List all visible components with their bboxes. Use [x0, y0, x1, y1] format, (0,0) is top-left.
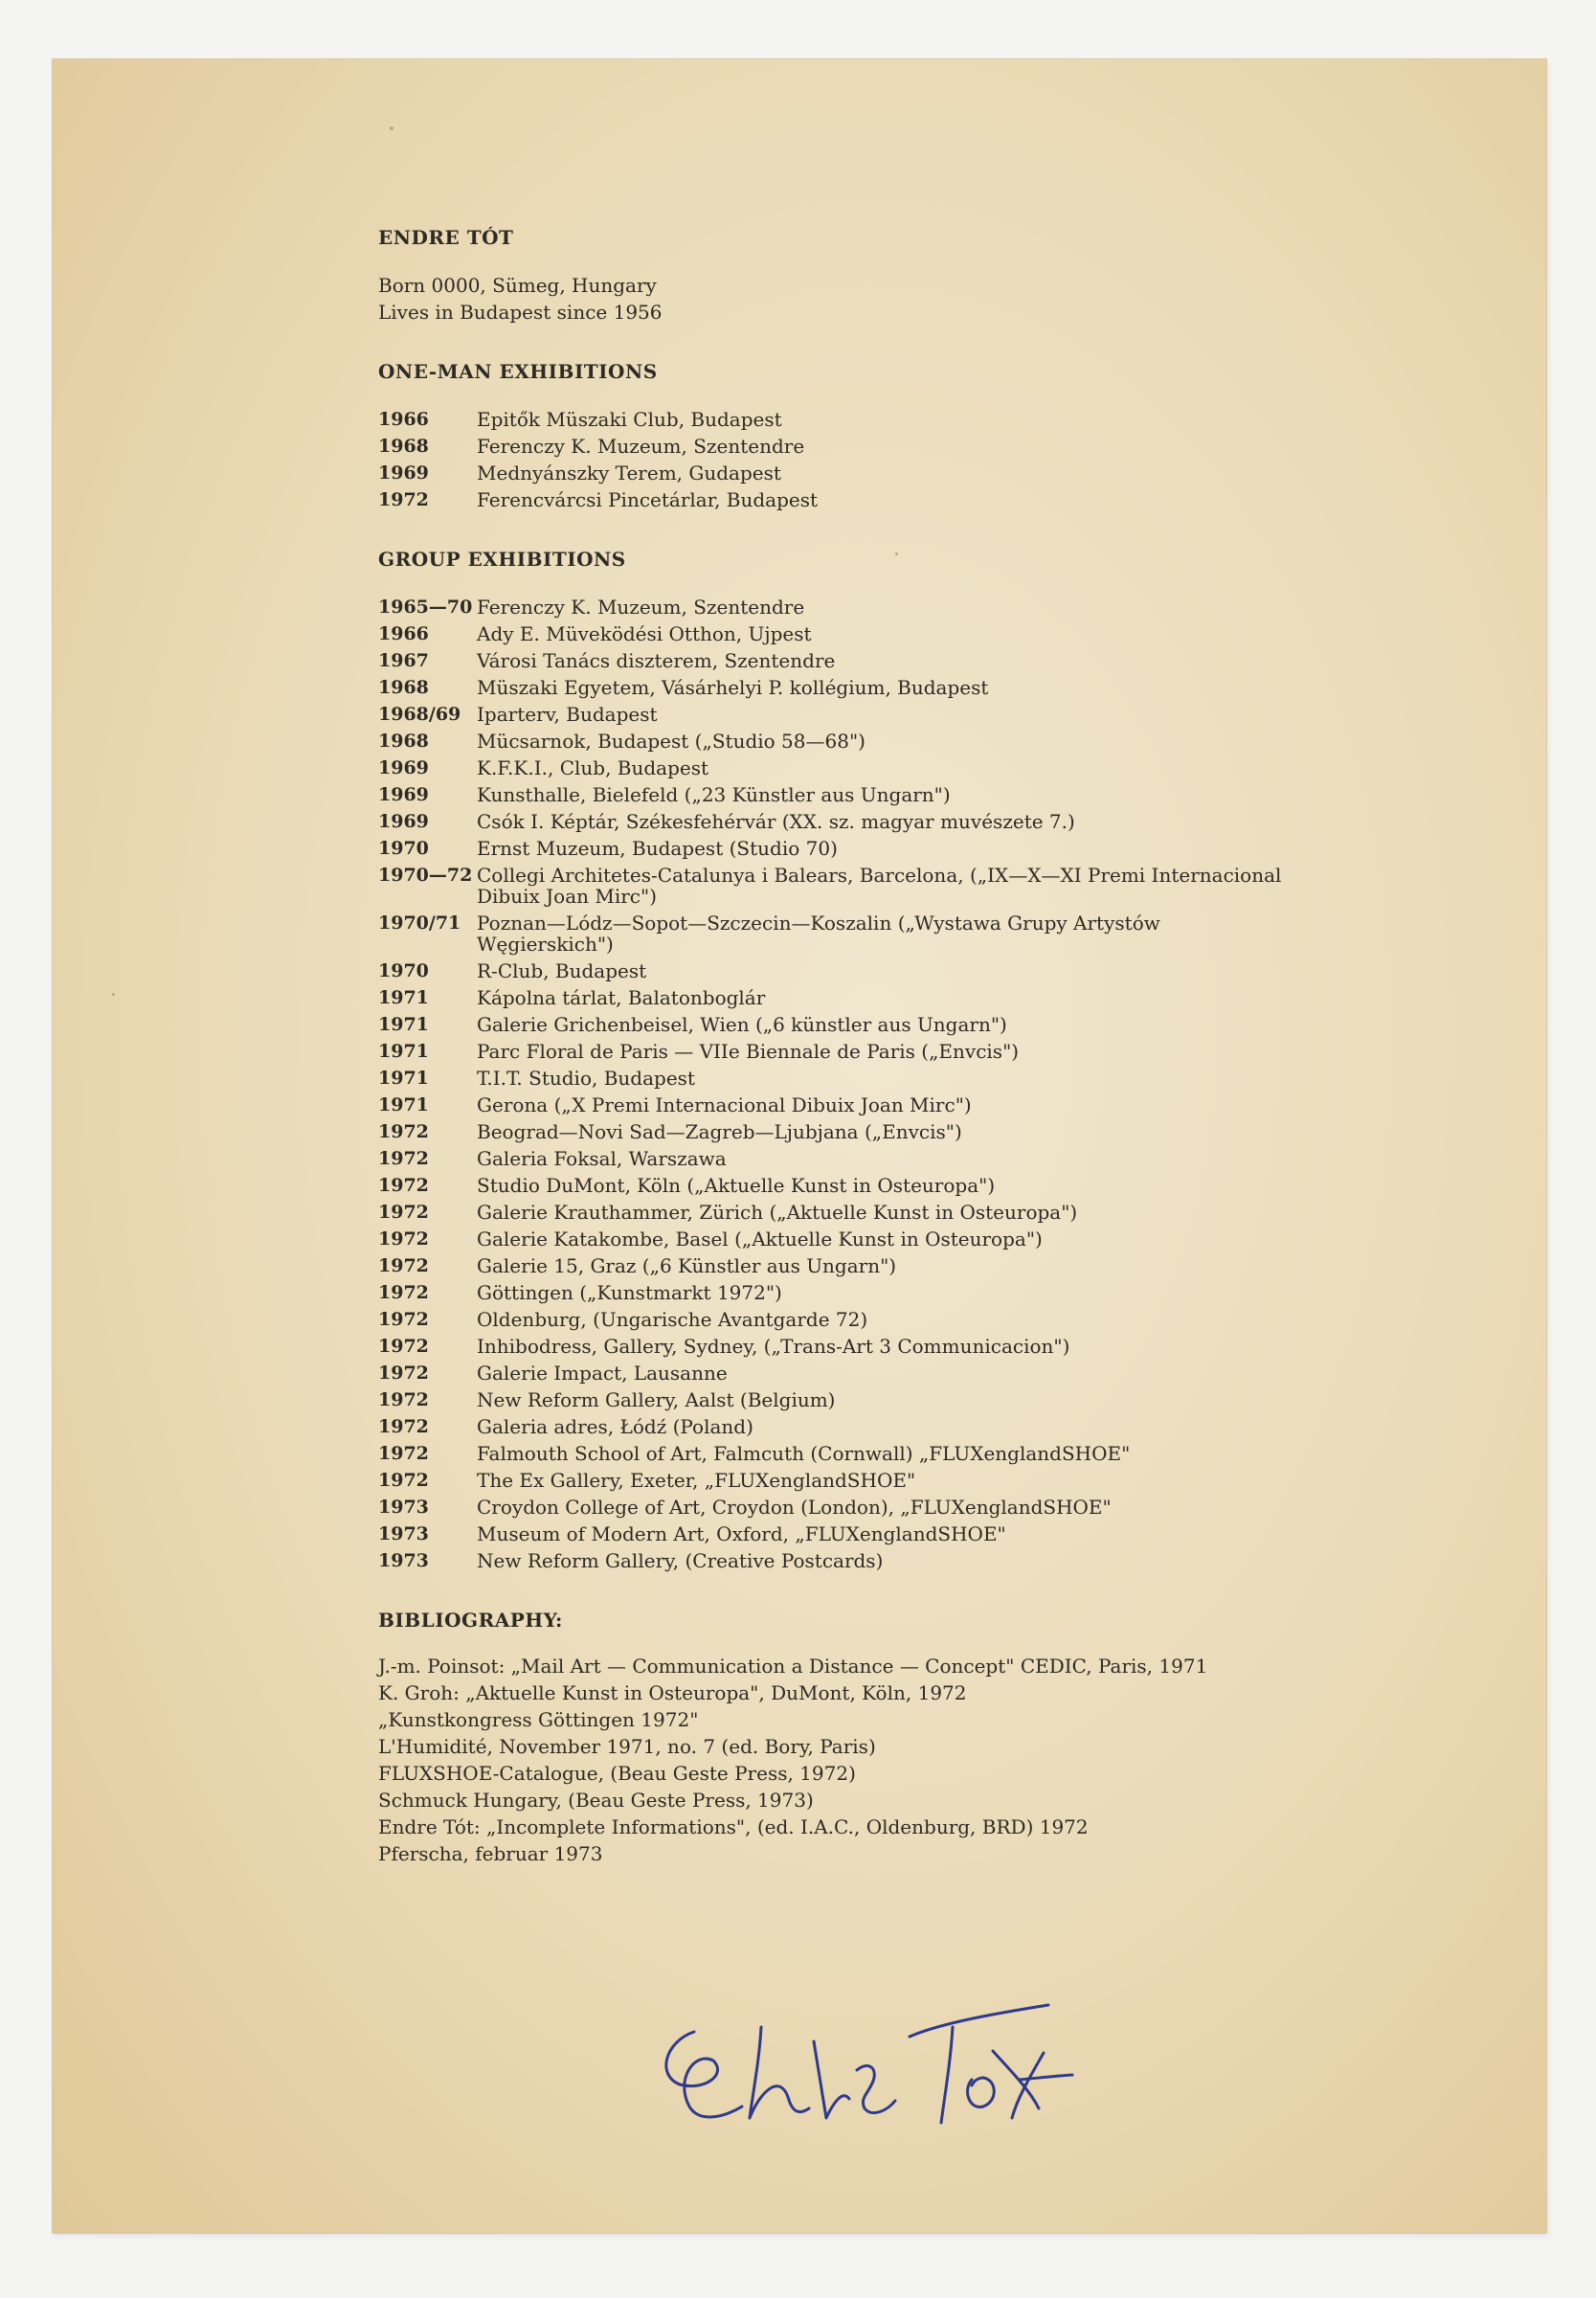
exhibition-venue: Croydon College of Art, Croydon (London), „FLUXenglandSHOE"	[477, 1496, 1112, 1519]
exhibition-venue: Galerie 15, Graz („6 Künstler aus Ungarn")	[477, 1254, 897, 1277]
exhibition-year: 1973	[378, 1550, 429, 1571]
bibliography-entry: „Kunstkongress Göttingen 1972"	[378, 1708, 699, 1731]
exhibition-row	[378, 781, 1297, 808]
exhibition-year: 1971	[378, 1014, 429, 1035]
exhibition-year: 1972	[378, 1175, 429, 1196]
exhibition-year: 1971	[378, 1041, 429, 1062]
artist-name: ENDRE TÓT	[378, 226, 514, 249]
exhibition-row	[378, 862, 1297, 910]
exhibition-row	[378, 1440, 1297, 1467]
exhibition-row	[378, 433, 1297, 460]
exhibition-venue: Epitők Müszaki Club, Budapest	[477, 408, 782, 431]
exhibition-year: 1969	[378, 784, 429, 805]
exhibition-venue: Galerie Krauthammer, Zürich („Aktuelle Kunst in Osteuropa")	[477, 1201, 1078, 1224]
exhibition-year: 1971	[378, 987, 429, 1008]
exhibition-venue: Ferenczy K. Muzeum, Szentendre	[477, 596, 805, 619]
exhibition-venue: Kápolna tárlat, Balatonboglár	[477, 986, 766, 1009]
exhibition-row	[378, 1413, 1297, 1440]
exhibition-venue: Ferenczy K. Muzeum, Szentendre	[477, 435, 805, 458]
exhibition-venue: Müszaki Egyetem, Vásárhelyi P. kollégium, Budapest	[477, 676, 989, 699]
exhibition-row	[378, 1279, 1297, 1306]
exhibition-row	[378, 984, 1297, 1011]
exhibition-row	[378, 1547, 1297, 1574]
exhibition-year: 1973	[378, 1523, 429, 1544]
exhibition-year: 1971	[378, 1068, 429, 1089]
exhibition-row	[378, 486, 1297, 513]
document-body	[378, 224, 1297, 1869]
exhibition-row	[378, 1065, 1297, 1092]
exhibition-year: 1968	[378, 731, 429, 752]
exhibition-year: 1972	[378, 1121, 429, 1142]
group-exhibitions-heading: GROUP EXHIBITIONS	[378, 548, 626, 571]
exhibition-venue: Mücsarnok, Budapest („Studio 58—68")	[477, 730, 865, 753]
exhibition-row	[378, 406, 1297, 433]
exhibition-year: 1972	[378, 1416, 429, 1437]
exhibition-row	[378, 1252, 1297, 1279]
exhibition-year: 1969	[378, 462, 429, 484]
exhibition-year: 1965—70	[378, 597, 473, 618]
residence-info: Lives in Budapest since 1956	[378, 301, 663, 324]
group-exhibitions-list	[378, 594, 1297, 1574]
exhibition-row	[378, 1199, 1297, 1226]
exhibition-year: 1972	[378, 1228, 429, 1250]
exhibition-year: 1972	[378, 1148, 429, 1169]
exhibition-venue: Mednyánszky Terem, Gudapest	[477, 462, 781, 484]
handwritten-signature	[637, 1984, 1115, 2147]
exhibition-row	[378, 647, 1297, 674]
exhibition-row	[378, 728, 1297, 755]
exhibition-row	[378, 1118, 1297, 1145]
bibliography-entry: J.-m. Poinsot: „Mail Art — Communication a Distance — Concept" CEDIC, Paris, 1971	[378, 1655, 1208, 1678]
exhibition-row	[378, 1494, 1297, 1521]
exhibition-venue: Iparterv, Budapest	[477, 703, 658, 726]
exhibition-year: 1973	[378, 1497, 429, 1518]
exhibition-year: 1967	[378, 650, 429, 671]
exhibition-venue: Poznan—Lódz—Sopot—Szczecin—Koszalin („Wystawa Grupy Artystów Węgierskich")	[477, 912, 1160, 956]
exhibition-row	[378, 1145, 1297, 1172]
exhibition-year: 1972	[378, 1389, 429, 1410]
exhibition-year: 1968	[378, 436, 429, 457]
exhibition-venue: New Reform Gallery, (Creative Postcards)	[477, 1549, 884, 1572]
exhibition-row	[378, 958, 1297, 984]
bibliography-entry: FLUXSHOE-Catalogue, (Beau Geste Press, 1972)	[378, 1762, 856, 1785]
exhibition-year: 1970	[378, 838, 429, 859]
exhibition-row	[378, 1172, 1297, 1199]
exhibition-year: 1971	[378, 1094, 429, 1115]
exhibition-venue: Galerie Impact, Lausanne	[477, 1362, 728, 1385]
exhibition-venue: Parc Floral de Paris — VIIe Biennale de Paris („Envcis")	[477, 1040, 1020, 1063]
exhibition-venue: Ady E. Müveködési Otthon, Ujpest	[477, 622, 812, 645]
exhibition-venue: New Reform Gallery, Aalst (Belgium)	[477, 1388, 836, 1411]
exhibition-row	[378, 594, 1297, 620]
exhibition-venue: Galerie Katakombe, Basel („Aktuelle Kunst in Osteuropa")	[477, 1228, 1043, 1250]
exhibition-venue: Gerona („X Premi Internacional Dibuix Joan Mirc")	[477, 1093, 972, 1116]
bibliography-entry: K. Groh: „Aktuelle Kunst in Osteuropa", DuMont, Köln, 1972	[378, 1681, 967, 1704]
exhibition-row	[378, 674, 1297, 701]
exhibition-venue: Kunsthalle, Bielefeld („23 Künstler aus Ungarn")	[477, 783, 951, 806]
exhibition-year: 1972	[378, 1255, 429, 1276]
exhibition-row	[378, 1360, 1297, 1386]
exhibition-year: 1972	[378, 489, 429, 510]
exhibition-venue: Városi Tanács diszterem, Szentendre	[477, 649, 836, 672]
bibliography-list	[378, 1655, 1297, 1865]
exhibition-venue: Studio DuMont, Köln („Aktuelle Kunst in Osteuropa")	[477, 1174, 996, 1197]
exhibition-year: 1970—72	[378, 865, 473, 886]
exhibition-row	[378, 755, 1297, 781]
exhibition-venue: Falmouth School of Art, Falmcuth (Cornwall) „FLUXenglandSHOE"	[477, 1442, 1131, 1465]
exhibition-venue: Collegi Architetes-Catalunya i Balears, Barcelona, („IX—X—XI Premi Internacional Dibuix Joan Mirc")	[477, 864, 1282, 908]
exhibition-row	[378, 910, 1297, 958]
exhibition-row	[378, 620, 1297, 647]
bibliography-heading: BIBLIOGRAPHY:	[378, 1609, 563, 1632]
exhibition-row	[378, 1333, 1297, 1360]
exhibition-row	[378, 1521, 1297, 1547]
one-man-exhibitions-list	[378, 406, 1297, 513]
exhibition-venue: R-Club, Budapest	[477, 959, 647, 982]
exhibition-year: 1966	[378, 409, 429, 430]
exhibition-row	[378, 1038, 1297, 1065]
exhibition-row	[378, 1011, 1297, 1038]
exhibition-venue: Museum of Modern Art, Oxford, „FLUXenglandSHOE"	[477, 1522, 1006, 1545]
paper-speck	[390, 126, 393, 130]
one-man-exhibitions-heading: ONE-MAN EXHIBITIONS	[378, 360, 658, 383]
exhibition-year: 1972	[378, 1470, 429, 1491]
exhibition-venue: Oldenburg, (Ungarische Avantgarde 72)	[477, 1308, 868, 1331]
exhibition-row	[378, 701, 1297, 728]
exhibition-year: 1970	[378, 960, 429, 981]
exhibition-row	[378, 808, 1297, 835]
exhibition-year: 1972	[378, 1443, 429, 1464]
exhibition-row	[378, 1226, 1297, 1252]
exhibition-year: 1966	[378, 623, 429, 644]
exhibition-venue: Ernst Muzeum, Budapest (Studio 70)	[477, 837, 838, 860]
exhibition-venue: Beograd—Novi Sad—Zagreb—Ljubjana („Envcis")	[477, 1120, 962, 1143]
exhibition-row	[378, 1092, 1297, 1118]
exhibition-venue: The Ex Gallery, Exeter, „FLUXenglandSHOE"	[477, 1469, 916, 1492]
exhibition-venue: K.F.K.I., Club, Budapest	[477, 756, 709, 779]
birth-info: Born 0000, Sümeg, Hungary	[378, 274, 657, 297]
exhibition-year: 1972	[378, 1309, 429, 1330]
exhibition-year: 1970/71	[378, 912, 461, 934]
exhibition-year: 1968/69	[378, 704, 461, 725]
exhibition-venue: T.I.T. Studio, Budapest	[477, 1067, 695, 1090]
exhibition-venue: Ferencvárcsi Pincetárlar, Budapest	[477, 488, 819, 511]
exhibition-year: 1968	[378, 677, 429, 698]
exhibition-year: 1972	[378, 1336, 429, 1357]
exhibition-row	[378, 1386, 1297, 1413]
exhibition-row	[378, 835, 1297, 862]
exhibition-row	[378, 1306, 1297, 1333]
paper-speck	[112, 993, 115, 996]
exhibition-venue: Inhibodress, Gallery, Sydney, („Trans-Art 3 Communicacion")	[477, 1335, 1070, 1358]
exhibition-year: 1972	[378, 1202, 429, 1223]
exhibition-venue: Galerie Grichenbeisel, Wien („6 künstler aus Ungarn")	[477, 1013, 1007, 1036]
exhibition-year: 1969	[378, 757, 429, 778]
exhibition-venue: Galeria Foksal, Warszawa	[477, 1147, 727, 1170]
bibliography-entry: Endre Tót: „Incomplete Informations", (ed. I.A.C., Oldenburg, BRD) 1972	[378, 1815, 1089, 1838]
bibliography-entry: Pferscha, februar 1973	[378, 1842, 603, 1865]
exhibition-venue: Csók I. Képtár, Székesfehérvár (XX. sz. magyar muvészete 7.)	[477, 810, 1075, 833]
bibliography-entry: L'Humidité, November 1971, no. 7 (ed. Bory, Paris)	[378, 1735, 876, 1758]
exhibition-row	[378, 460, 1297, 486]
exhibition-row	[378, 1467, 1297, 1494]
exhibition-year: 1972	[378, 1282, 429, 1303]
exhibition-venue: Göttingen („Kunstmarkt 1972")	[477, 1281, 782, 1304]
exhibition-year: 1969	[378, 811, 429, 832]
exhibition-venue: Galeria adres, Łódź (Poland)	[477, 1415, 753, 1438]
exhibition-year: 1972	[378, 1363, 429, 1384]
bibliography-entry: Schmuck Hungary, (Beau Geste Press, 1973)	[378, 1789, 814, 1812]
